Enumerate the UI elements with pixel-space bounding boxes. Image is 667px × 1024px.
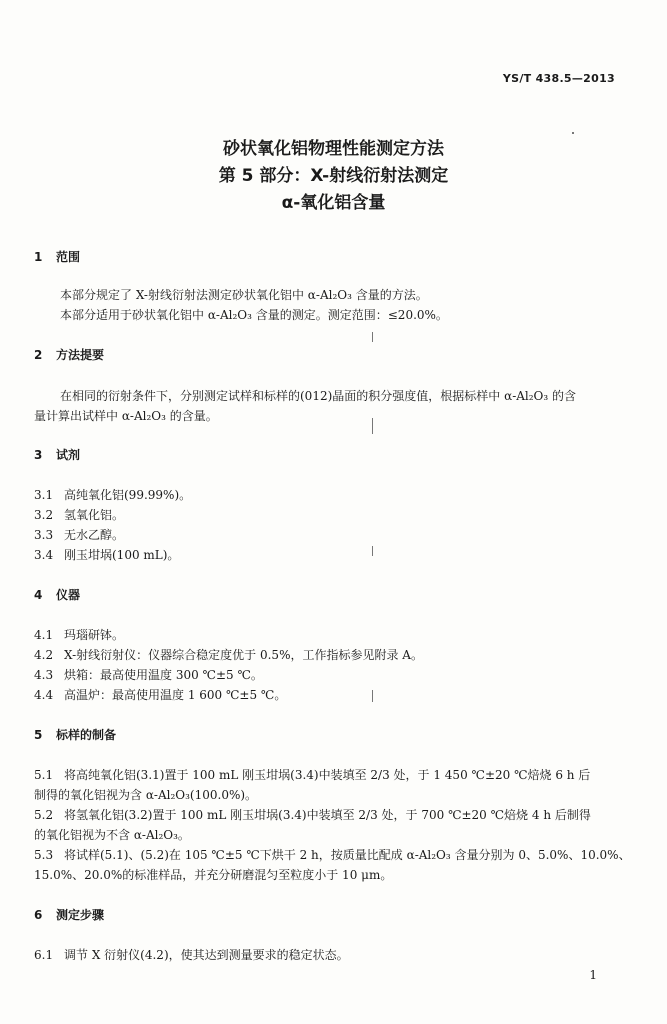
list-item: 3.4 刚玉坩埚(100 mL)。: [34, 548, 180, 562]
section-number: 5: [34, 728, 43, 742]
section-number: 2: [34, 348, 43, 362]
section-1-heading: [34, 248, 80, 265]
section-1-paragraph-1: 本部分规定了 X-射线衍射法测定砂状氧化铝中 α-Al₂O₃ 含量的方法。: [60, 288, 428, 302]
section-title: 标样的制备: [56, 728, 117, 742]
scan-mark: [372, 332, 373, 342]
section-6-heading: [34, 906, 104, 923]
list-item-continuation: 15.0%、20.0%的标准样品，并充分研磨混匀至粒度小于 10 μm。: [34, 868, 393, 882]
list-item: 6.1 调节 X 衍射仪(4.2)，使其达到测量要求的稳定状态。: [34, 948, 349, 962]
section-number: 4: [34, 588, 43, 602]
section-2-paragraph-line-1: 在相同的衍射条件下，分别测定试样和标样的(012)晶面的积分强度值，根据标样中 α-Al₂O₃ 的含: [60, 389, 577, 403]
list-item: 5.3 将试样(5.1)、(5.2)在 105 ℃±5 ℃下烘干 2 h，按质量比配成 α-Al₂O₃ 含量分别为 0、5.0%、10.0%、: [34, 848, 631, 862]
section-5-heading: [34, 726, 116, 743]
section-2-heading: [34, 346, 104, 363]
section-3-heading: [34, 446, 80, 463]
document-title-line-2: 第 5 部分：X-射线衍射法测定: [218, 166, 449, 186]
section-number: 1: [34, 250, 43, 264]
list-item: 4.1 玛瑙研钵。: [34, 628, 125, 642]
list-item: 3.3 无水乙醇。: [34, 528, 125, 542]
document-title-line-3: α-氧化铝含量: [281, 193, 386, 213]
list-item: 4.3 烘箱：最高使用温度 300 ℃±5 ℃。: [34, 668, 263, 682]
list-item-continuation: 的氧化铝视为不含 α-Al₂O₃。: [34, 828, 190, 842]
section-title: 测定步骤: [56, 908, 105, 922]
standard-code: YS/T 438.5—2013: [502, 72, 615, 85]
scan-mark: [372, 418, 373, 434]
page-number: 1: [589, 968, 597, 982]
section-title: 范围: [56, 250, 81, 264]
list-item: 4.4 高温炉：最高使用温度 1 600 ℃±5 ℃。: [34, 688, 287, 702]
section-number: 6: [34, 908, 43, 922]
list-item: 5.1 将高纯氧化铝(3.1)置于 100 mL 刚玉坩埚(3.4)中装填至 2/3 处，于 1 450 ℃±20 ℃焙烧 6 h 后: [34, 768, 591, 782]
section-title: 方法提要: [56, 348, 105, 362]
section-1-paragraph-2: 本部分适用于砂状氧化铝中 α-Al₂O₃ 含量的测定。测定范围：≤20.0%。: [60, 308, 448, 322]
section-title: 试剂: [56, 448, 81, 462]
section-number: 3: [34, 448, 43, 462]
scan-mark: [372, 546, 373, 556]
list-item-continuation: 制得的氧化铝视为含 α-Al₂O₃(100.0%)。: [34, 788, 258, 802]
list-item: 4.2 X-射线衍射仪：仪器综合稳定度优于 0.5%，工作指标参见附录 A。: [34, 648, 423, 662]
list-item: 5.2 将氢氧化铝(3.2)置于 100 mL 刚玉坩埚(3.4)中装填至 2/3 处，于 700 ℃±20 ℃焙烧 4 h 后制得: [34, 808, 591, 822]
scan-mark: [372, 690, 373, 702]
section-title: 仪器: [56, 588, 81, 602]
section-2-paragraph-line-2: 量计算出试样中 α-Al₂O₃ 的含量。: [34, 409, 218, 423]
list-item: 3.1 高纯氧化铝(99.99%)。: [34, 488, 192, 502]
document-title-line-1: 砂状氧化铝物理性能测定方法: [223, 139, 444, 159]
section-4-heading: [34, 586, 80, 603]
scan-mark: [572, 132, 574, 134]
list-item: 3.2 氢氧化铝。: [34, 508, 125, 522]
